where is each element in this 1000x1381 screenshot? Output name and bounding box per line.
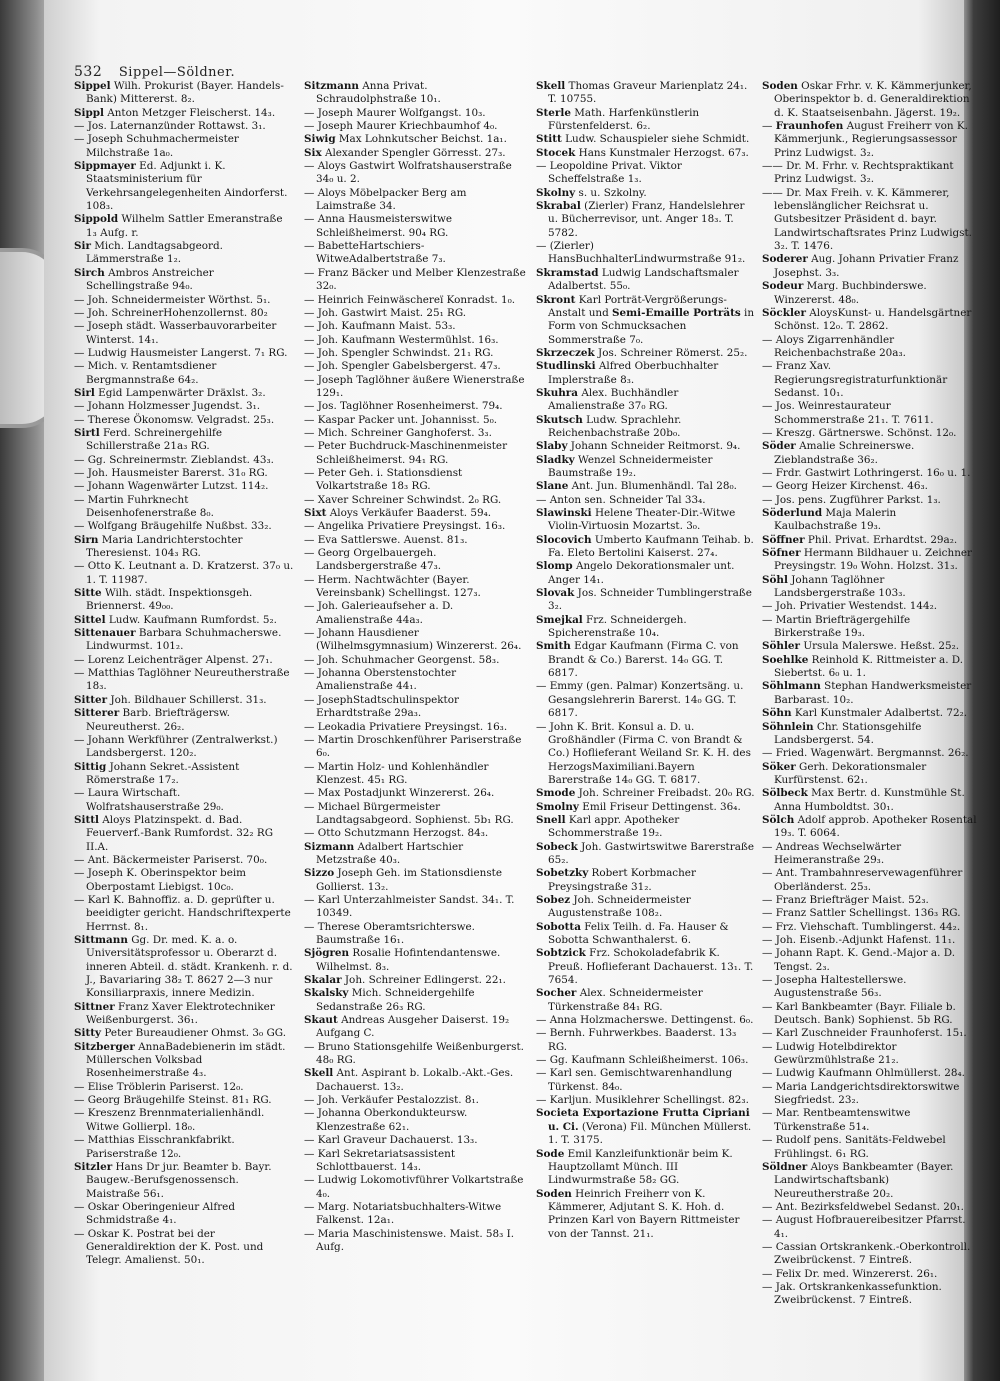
- directory-entry: Skutsch Ludw. Sprachlehr. Reichenbachstraße 20b₀.: [536, 413, 682, 439]
- directory-entry: — Bruno Stationsgehilfe Weißenburgerst. 48₀ RG.: [304, 1040, 524, 1067]
- directory-entry: Sizmann Adalbert Hartschier Metzstraße 40₃.: [304, 840, 464, 866]
- directory-entry: — Herm. Nachtwächter (Bayer. Vereinsbank) Schellingst. 127₃.: [304, 573, 481, 600]
- directory-entry: Sodeur Marg. Buchbinderswe. Winzererst. 48₀.: [762, 280, 927, 306]
- directory-entry: Sode Emil Kanzleifunktionär beim K. Hauptzollamt Münch. III Lindwurmstraße 58₂ GG.: [536, 1147, 733, 1187]
- directory-columns: [74, 80, 982, 1370]
- directory-entry: Sladky Wenzel Schneidermeister Baumstraße 19₂.: [536, 453, 713, 479]
- directory-entry: Soehlke Reinhold K. Rittmeister a. D. Siebertst. 6₀ u. 1.: [762, 653, 964, 680]
- directory-entry: Sobetzky Robert Korbmacher Preysingstraße 31₂.: [536, 867, 696, 893]
- directory-entry: — Martin Fuhrknecht Deisenhofenerstraße 8₀.: [74, 493, 214, 519]
- directory-entry: Sittig Johann Sekret.-Assistent Römerstraße 17₂.: [74, 760, 240, 786]
- directory-entry: — Franz Bäcker und Melber Klenzestraße 32₀.: [304, 266, 526, 293]
- directory-entry: — Heinrich Feinwäschereï Konradst. 1₀.: [304, 293, 516, 306]
- directory-entry: Sirl Egid Lampenwärter Dräxlst. 3₂.: [74, 386, 266, 399]
- directory-entry: — Ludwig Lokomotivführer Volkartstraße 4₀.: [304, 1174, 524, 1200]
- directory-entry: — Ant. Bezirksfeldwebel Sedanst. 20₁.: [762, 1200, 964, 1213]
- directory-entry: — Johann Hausdiener (Wilhelmsgymnasium) Winzererst. 26₄.: [304, 627, 522, 653]
- directory-entry: — Wolfgang Bräugehilfe Nußbst. 33₂.: [74, 520, 272, 533]
- directory-entry: — Joh. Spengler Schwindst. 21₁ RG.: [304, 346, 494, 359]
- directory-entry: Sippel Wilh. Prokurist (Bayer. Handels-Bank) Mittererst. 8₂.: [74, 80, 284, 106]
- directory-entry: — Rudolf pens. Sanitäts-Feldwebel Frühlingst. 6₁ RG.: [762, 1134, 946, 1160]
- directory-entry: — Ant. Bäckermeister Pariserst. 70₀.: [74, 853, 268, 866]
- directory-entry: — Joh. SchreinerHohenzollernst. 80₂: [74, 306, 268, 319]
- directory-entry: — Angelika Privatiere Preysingst. 16₃.: [304, 520, 506, 533]
- directory-entry: — Gg. Kaufmann Schleißheimerst. 106₃.: [536, 1054, 749, 1067]
- directory-entry: — Jos. pens. Zugführer Parkst. 1₃.: [762, 493, 941, 506]
- directory-entry: Sobeck Joh. Gastwirtswitwe Barerstraße 65₂.: [536, 840, 754, 866]
- directory-entry: Söderlund Maja Malerin Kaulbachstraße 19₃.: [762, 507, 897, 533]
- directory-entry: — Oskar Oberingenieur Alfred Schmidstraße 4₁.: [74, 1200, 235, 1227]
- directory-entry: Slocovich Umberto Kaufmann Teihab. b. Fa. Eleto Bertolini Kaiserst. 27₄.: [536, 533, 754, 560]
- directory-entry: — Kaspar Packer unt. Johannisst. 5₀.: [304, 413, 498, 426]
- directory-entry: — Eva Sattlerswe. Auenst. 81₃.: [304, 533, 468, 546]
- directory-entry: — Aloys Möbelpacker Berg am Laimstraße 34.: [304, 186, 467, 213]
- directory-entry: — Mich. Schreiner Ganghoferst. 3₃.: [304, 426, 492, 439]
- directory-entry: Sittner Franz Xaver Elektrotechniker Weißenburgerst. 36₁.: [74, 1000, 275, 1027]
- directory-entry: — (Zierler) HansBuchhalterLindwurmstraße 91₂.: [536, 240, 746, 266]
- directory-entry: Smith Edgar Kaufmann (Firma C. von Brandt & Co.) Barerst. 14₀ GG. T. 6817.: [536, 640, 739, 680]
- directory-entry: — Johann Rapt. K. Gend.-Major a. D. Tengst. 2₃.: [762, 947, 955, 973]
- directory-entry: Skalar Joh. Schreiner Edlingerst. 22₁.: [304, 974, 506, 987]
- directory-entry: Smejkal Frz. Schneidergeh. Spicherenstraße 10₄.: [536, 613, 687, 640]
- directory-entry: — Fried. Wagenwärt. Bergmannst. 26₂.: [762, 747, 969, 760]
- directory-entry: — Karl sen. Gemischtwarenhandlung Türkenst. 84₀.: [536, 1067, 733, 1093]
- directory-entry: Sittmann Gg. Dr. med. K. a. o. Universitätsprofessor u. Oberarzt d. inneren Abteil. d. städt. Krankenh. r. d. J., Bavariaring 38₂ T. 8627 2—3 nur Konsiliarpraxis, innere Medizin.: [74, 934, 293, 1000]
- directory-entry: Sippl Anton Metzger Fleischerst. 14₃.: [74, 106, 276, 119]
- directory-entry: — Ludwig Hausmeister Langerst. 7₁ RG.: [74, 346, 288, 359]
- directory-entry: — Franz Briefträger Maist. 52₃.: [762, 893, 929, 906]
- directory-entry: — Matthias Eisschrankfabrikt. Pariserstraße 12₀.: [74, 1134, 235, 1160]
- directory-entry: Sizzo Joseph Geh. im Stationsdienste Gollierst. 13₂.: [304, 867, 503, 893]
- directory-entry: Sitte Wilh. städt. Inspektionsgeh. Briennerst. 49₀₀.: [74, 587, 253, 613]
- directory-entry: Sitzberger AnnaBadebienerin im städt. Müllerschen Volksbad Rosenheimerstraße 4₃.: [74, 1040, 286, 1080]
- directory-entry: — Georg Bräugehilfe Steinst. 81₁ RG.: [74, 1094, 272, 1107]
- directory-entry: — Maria Maschinistenswe. Maist. 58₃ I. Aufg.: [304, 1227, 515, 1253]
- directory-entry: — Joseph Taglöhner äußere Wienerstraße 129₁.: [304, 373, 525, 399]
- directory-entry: Sobotta Felix Teilh. d. Fa. Hauser & Sobotta Schwanthalerst. 6.: [536, 920, 729, 946]
- directory-entry: Studlinski Alfred Oberbuchhalter Implerstraße 8₃.: [536, 360, 719, 386]
- directory-entry: — Emmy (gen. Palmar) Konzertsäng. u. Gesangslehrerin Barerst. 14₀ GG. T. 6817.: [536, 680, 744, 720]
- directory-entry: — Mich. v. Rentamtsdiener Bergmannstraße 64₂.: [74, 360, 217, 386]
- directory-entry: Skolny s. u. Szkolny.: [536, 186, 647, 199]
- directory-entry: — Ant. Trambahnreservewagenführer Oberländerst. 25₃.: [762, 867, 963, 893]
- directory-entry: Sitzmann Anna Privat. Schraudolphstraße 10₁.: [304, 80, 441, 106]
- directory-entry: —— Dr. Max Freih. v. K. Kämmerer, lebenslänglicher Reichsrat u. Gutsbesitzer Präsident d. bayr. Landwirtschaftsrates Prinz Ludwigst. 3₂. T. 1476.: [762, 186, 972, 253]
- directory-entry: Söffner Phil. Privat. Erhardtst. 29a₂.: [762, 533, 958, 546]
- directory-entry: — Anton sen. Schneider Tal 33₄.: [536, 493, 706, 506]
- directory-entry: Sirn Maria Landrichterstochter Theresienst. 104₃ RG.: [74, 533, 243, 560]
- directory-entry: Soderer Aug. Johann Privatier Franz Josephst. 3₃.: [762, 253, 959, 279]
- directory-entry: Sölch Adolf approb. Apotheker Rosental 19₃. T. 6064.: [762, 813, 977, 840]
- directory-entry: Sippmayer Ed. Adjunkt i. K. Staatsministerium für Verkehrsangelegenheiten Aindorferst. 108₃.: [74, 160, 288, 213]
- directory-entry: — Marg. Notariatsbuchhalters-Witwe Falkenst. 12a₁.: [304, 1200, 502, 1227]
- directory-entry: Slomp Angelo Dekorationsmaler unt. Anger 14₁.: [536, 560, 735, 586]
- directory-entry: Söder Amalie Schreinerswe. Zieblandstraße 36₂.: [762, 440, 915, 466]
- directory-entry: — JosephStadtschulinspektor Erhardtstraße 29a₃.: [304, 693, 459, 720]
- directory-entry: — Karl Bankbeamter (Bayr. Filiale b. Deutsch. Bank) Sophienst. 5b RG.: [762, 1000, 956, 1027]
- directory-entry: — Maria Landgerichtsdirektorswitwe Siegfriedst. 23₂.: [762, 1080, 960, 1107]
- directory-entry: Sirtl Ferd. Schreinergehilfe Schillerstraße 21a₃ RG.: [74, 426, 223, 453]
- directory-entry: — Otto Schutzmann Herzogst. 84₃.: [304, 827, 489, 840]
- directory-entry: —— Dr. M. Frhr. v. Rechtspraktikant Prinz Ludwigst. 3₂.: [762, 160, 954, 186]
- directory-entry: — Josepha Haltestellerswe. Augustenstraße 56₃.: [762, 974, 907, 1000]
- directory-entry: Sobtzick Frz. Schokoladefabrik K. Preuß. Hoflieferant Dachauerst. 13₁. T. 7654.: [536, 947, 754, 987]
- directory-entry: Sirch Ambros Anstreicher Schellingstraße 94₀.: [74, 266, 214, 293]
- directory-entry: — Johanna Oberstenstochter Amalienstraße 44₁.: [304, 667, 457, 693]
- directory-entry: Söker Gerh. Dekorationsmaler Kurfürstenst. 62₁.: [762, 760, 927, 786]
- directory-entry: — Karljun. Musiklehrer Schellingst. 82₃.: [536, 1094, 749, 1107]
- directory-entry: — Johann Wagenwärter Lutzst. 114₂.: [74, 480, 269, 493]
- directory-entry: — Franz Xav. Regierungsregistraturfunktionär Sedanst. 10₁.: [762, 360, 948, 399]
- directory-entry: Sir Mich. Landtagsabgeord. Lämmerstraße 1₂.: [74, 240, 223, 266]
- directory-entry: — Therese Ökonomsw. Velgradst. 25₃.: [74, 413, 275, 426]
- directory-entry: Soden Oskar Frhr. v. K. Kämmerjunker, Oberinspektor b. d. Generaldirektion d. K. Staatseisenbahn. Jägerst. 19₂.: [762, 80, 972, 119]
- directory-entry: — Martin Holz- und Kohlenhändler Klenzest. 45₁ RG.: [304, 760, 489, 786]
- directory-entry: Skell Thomas Graveur Marienplatz 24₁. T. 10755.: [536, 80, 748, 106]
- directory-entry: — Karl Sekretariatsassistent Schlottbauerst. 14₃.: [304, 1147, 455, 1173]
- directory-entry: — Michael Bürgermeister Landtagsabgeord. Sophienst. 5b₁ RG.: [304, 800, 514, 826]
- directory-entry: Söfner Hermann Bildhauer u. Zeichner Preysingstr. 19₀ Wohn. Holzst. 31₃.: [762, 547, 973, 573]
- directory-entry: Sobez Joh. Schneidermeister Augustenstraße 108₂.: [536, 893, 691, 920]
- directory-entry: — Frdr. Gastwirt Lothringerst. 16₀ u. 1.: [762, 466, 971, 479]
- directory-entry: — Fraunhofen August Freiherr von K. Kämmerjunk., Regierungsassessor Prinz Ludwigst. 3₂.: [762, 120, 968, 159]
- directory-entry: Sölbeck Max Bertr. d. Kunstmühle St. Anna Humboldtst. 30₁.: [762, 787, 965, 813]
- page-number: 532: [74, 64, 103, 80]
- directory-entry: — John K. Brit. Konsul a. D. u. Großhändler (Firma C. von Brandt & Co.) Hoflieferant Weiland Sr. K. H. des HerzogsMaximiliani.Bayern Barerstraße 14₀ GG. T. 6817.: [536, 720, 751, 786]
- directory-entry: — Georg Heizer Kirchenst. 46₃.: [762, 480, 928, 493]
- directory-entry: Slawinski Helene Theater-Dir.-Witwe Violin-Virtuosin Mozartst. 3₀.: [536, 507, 736, 533]
- directory-entry: — Elise Tröblerin Pariserst. 12₀.: [74, 1080, 244, 1093]
- directory-entry: — Xaver Schreiner Schwindst. 2₀ RG.: [304, 493, 502, 506]
- directory-entry: — Joh. Galerieaufseher a. D. Amalienstraße 44a₃.: [304, 600, 454, 626]
- directory-entry: — Jak. Ortskrankenkassefunktion. Zweibrückenst. 7 Eintreß.: [762, 1280, 942, 1307]
- directory-entry: Sixt Aloys Verkäufer Baaderst. 59₄.: [304, 507, 492, 519]
- directory-entry: Skuhra Alex. Buchhändler Amalienstraße 37₀ RG.: [536, 386, 679, 413]
- directory-entry: — Oskar K. Postrat bei der Generaldirektion der K. Post. und Telegr. Amalienst. 50₁.: [74, 1227, 264, 1267]
- directory-entry: — Mar. Rentbeamtenswitwe Türkenstraße 51₄.: [762, 1107, 911, 1133]
- directory-entry: — Joseph städt. Wasserbauvorarbeiter Winterst. 14₁.: [74, 320, 277, 346]
- directory-entry: — Joh. Kaufmann Maist. 53₃.: [304, 320, 456, 333]
- directory-entry: — Joh. Gastwirt Maist. 25₁ RG.: [304, 306, 467, 319]
- directory-entry: Skront Karl Porträt-Vergrößerungs-Anstalt und Semi-Emaille Porträts in Form von Schmucksachen Sommerstraße 7₀.: [536, 293, 755, 346]
- directory-entry: — Joh. Verkäufer Pestalozzist. 8₁.: [304, 1094, 479, 1107]
- directory-entry: Söhnlein Chr. Stationsgehilfe Landsbergerst. 54.: [762, 720, 922, 746]
- directory-entry: Stitt Ludw. Schauspieler siehe Schmidt.: [536, 133, 750, 146]
- directory-entry: Stocek Hans Kunstmaler Herzogst. 67₃.: [536, 146, 749, 159]
- directory-entry: Sterle Math. Harfenkünstlerin Fürstenfelderst. 6₂.: [536, 106, 700, 133]
- directory-entry: — Jos. Laternanzünder Rottawst. 3₁.: [74, 120, 266, 133]
- directory-entry: Slaby Johann Schneider Reitmorst. 9₄.: [536, 440, 741, 453]
- directory-entry: — Leopoldine Privat. Viktor Scheffelstraße 1₃.: [536, 160, 682, 186]
- directory-entry: Sitty Peter Bureaudiener Ohmst. 3₀ GG.: [74, 1027, 287, 1040]
- directory-entry: Söldner Aloys Bankbeamter (Bayer. Landwirtschaftsbank) Neureutherstraße 20₂.: [762, 1160, 954, 1200]
- directory-entry: Söhl Johann Taglöhner Landsbergerstraße 103₃.: [762, 573, 906, 600]
- directory-entry: Smolny Emil Friseur Dettingenst. 36₄.: [536, 800, 741, 813]
- directory-entry: — Karl Unterzahlmeister Sandst. 34₁. T. 10349.: [304, 893, 515, 920]
- directory-entry: — Peter Geh. i. Stationsdienst Volkartstraße 18₃ RG.: [304, 466, 463, 493]
- directory-entry: — Lorenz Leichenträger Alpenst. 27₁.: [74, 653, 273, 666]
- directory-entry: — Karl Zuschneider Fraunhoferst. 15₁.: [762, 1027, 967, 1040]
- directory-entry: — Jos. Taglöhner Rosenheimerst. 79₄.: [304, 400, 503, 413]
- directory-entry: Söckler AloysKunst- u. Handelsgärtner Schönst. 12₀. T. 2862.: [762, 306, 972, 333]
- directory-entry: — Bernh. Fuhrwerkbes. Baaderst. 13₃ RG.: [536, 1027, 737, 1053]
- directory-entry: — Gg. Schreinermstr. Zieblandst. 43₃.: [74, 453, 274, 466]
- directory-entry: Slane Ant. Jun. Blumenhändl. Tal 28₀.: [536, 480, 737, 493]
- directory-entry: — Aloys Zigarrenhändler Reichenbachstraße 20a₃.: [762, 333, 906, 359]
- directory-entry: — Karl Graveur Dachauerst. 13₃.: [304, 1134, 478, 1147]
- directory-entry: Smode Joh. Schreiner Freibadst. 20₀ RG.: [536, 787, 755, 800]
- directory-entry: Skaut Andreas Ausgeher Daiserst. 19₂ Aufgang C.: [304, 1014, 510, 1040]
- directory-entry: Sjögren Rosalie Hofintendantenswe. Wilhelmst. 8₃.: [304, 947, 501, 973]
- directory-entry: — Joh. Privatier Westendst. 144₂.: [762, 600, 938, 613]
- directory-entry: Sitter Joh. Bildhauer Schillerst. 31₃.: [74, 693, 267, 706]
- column-4: [762, 80, 980, 1370]
- directory-entry: Socher Alex. Schneidermeister Türkenstraße 84₁ RG.: [536, 987, 703, 1013]
- running-title: Sippel—Söldner.: [118, 65, 236, 80]
- directory-entry: — Joh. Kaufmann Westermühlst. 16₃.: [304, 333, 499, 346]
- column-3: [536, 80, 756, 1370]
- directory-entry: Sitzler Hans Dr jur. Beamter b. Bayr. Baugew.-Berufsgenossensch. Maistraße 56₁.: [74, 1160, 272, 1200]
- directory-entry: — Johann Holzmesser Jugendst. 3₁.: [74, 400, 261, 413]
- directory-entry: — Anna Hausmeisterswitwe Schleißheimerst. 90₄ RG.: [304, 213, 453, 239]
- directory-entry: — Anna Holzmacherswe. Dettingenst. 6₀.: [536, 1014, 754, 1027]
- directory-entry: Skell Ant. Aspirant b. Lokalb.-Akt.-Ges. Dachauerst. 13₂.: [304, 1067, 514, 1093]
- directory-entry: — Cassian Ortskrankenk.-Oberkontroll. Zweibrückenst. 7 Eintreß.: [762, 1240, 971, 1267]
- directory-entry: — Joseph Maurer Kriechbaumhof 4₀.: [304, 120, 498, 133]
- directory-entry: — Ludwig Kaufmann Ohlmüllerst. 28₄.: [762, 1067, 965, 1080]
- directory-entry: Sittel Ludw. Kaufmann Rumfordst. 5₂.: [74, 613, 277, 626]
- directory-entry: — Kreszg. Gärtnerswe. Schönst. 12₀.: [762, 426, 957, 439]
- directory-entry: — Therese Oberamtsrichterswe. Baumstraße 16₁.: [304, 920, 475, 946]
- directory-entry: Sittenauer Barbara Schuhmacherswe. Lindwurmst. 101₂.: [74, 627, 282, 653]
- directory-entry: — Joh. Hausmeister Barerst. 31₀ RG.: [74, 466, 268, 479]
- directory-entry: Skrabal (Zierler) Franz, Handelslehrer u. Bücherrevisor, unt. Anger 18₃. T. 5782.: [536, 200, 745, 239]
- directory-entry: — Joh. Schuhmacher Georgenst. 58₃.: [304, 653, 500, 666]
- directory-entry: Snell Karl appr. Apotheker Schommerstraße 19₂.: [536, 813, 680, 840]
- directory-entry: — Joseph K. Oberinspektor beim Oberpostamt Liebigst. 10c₀.: [74, 867, 247, 893]
- directory-entry: — Johann Werkführer (Zentralwerkst.) Landsbergerst. 120₂.: [74, 733, 278, 760]
- directory-entry: — Joh. Schneidermeister Wörthst. 5₁.: [74, 293, 271, 306]
- directory-entry: — Georg Orgelbauergeh. Landsbergerstraße 47₃.: [304, 547, 442, 573]
- directory-entry: — Aloys Gastwirt Wolfratshauserstraße 34₀ u. 2.: [304, 160, 512, 186]
- directory-entry: Sittl Aloys Platzinspekt. d. Bad. Feuerverf.-Bank Rumfordst. 32₂ RG II.A.: [74, 813, 274, 853]
- directory-entry: Skrzeczek Jos. Schreiner Römerst. 25₂.: [536, 346, 748, 359]
- directory-entry: — Johanna Oberkondukteursw. Klenzestraße 62₁.: [304, 1107, 468, 1133]
- directory-entry: — Frz. Viehschaft. Tumblingerst. 44₂.: [762, 920, 961, 933]
- directory-entry: Six Alexander Spengler Görresst. 27₃.: [304, 146, 506, 159]
- directory-entry: Slovak Jos. Schneider Tumblingerstraße 3₂.: [536, 587, 752, 613]
- directory-entry: Sitterer Barb. Briefträgersw. Neureutherst. 26₂.: [74, 707, 230, 733]
- directory-entry: — Matthias Taglöhner Neureutherstraße 18₃.: [74, 667, 290, 693]
- directory-entry: Soden Heinrich Freiherr von K. Kämmerer, Adjutant S. K. Hoh. d. Prinzen Karl von Bayern Rittmeister von der Tannst. 21₁.: [536, 1187, 740, 1240]
- directory-entry: Söhler Ursula Malerswe. Heßst. 25₂.: [762, 640, 960, 653]
- directory-entry: — Franz Sattler Schellingst. 136₃ RG.: [762, 907, 961, 920]
- directory-entry: — Kreszenz Brennmaterialienhändl. Witwe Gollierpl. 18₀.: [74, 1107, 265, 1133]
- directory-entry: — Joh. Eisenb.-Adjunkt Hafenst. 11₁.: [762, 934, 956, 946]
- directory-entry: — Max Postadjunkt Winzererst. 26₄.: [304, 787, 495, 800]
- directory-entry: — Karl K. Bahnoffiz. a. D. geprüfter u. beeidigter gericht. Handschriftexperte Herrnst. 8₁.: [74, 893, 291, 933]
- directory-entry: Skalsky Mich. Schneidergehilfe Sedanstraße 26₃ RG.: [304, 987, 475, 1013]
- directory-entry: — Peter Buchdruck-Maschinenmeister Schleißheimerst. 94₁ RG.: [304, 440, 508, 466]
- column-2: [304, 80, 526, 1370]
- directory-entry: Söhlmann Stephan Handwerksmeister Barbarast. 10₂.: [762, 680, 972, 706]
- directory-entry: — Leokadia Privatiere Preysingst. 16₃.: [304, 720, 508, 733]
- directory-entry: — Joh. Spengler Gabelsbergerst. 47₃.: [304, 360, 501, 373]
- directory-entry: — Martin Briefträgergehilfe Birkerstraße 19₃.: [762, 613, 911, 640]
- directory-entry: — BabetteHartschiers-WitweAdalbertstraße 7₃.: [304, 240, 446, 266]
- directory-entry: — Andreas Wechselwärter Heimeranstraße 29₃.: [762, 840, 902, 866]
- directory-entry: — August Hofbrauereibesitzer Pfarrst. 4₁.: [762, 1214, 966, 1240]
- directory-entry: — Otto K. Leutnant a. D. Kratzerst. 37₀ u. 1. T. 11987.: [74, 560, 294, 586]
- directory-entry: — Felix Dr. med. Winzererst. 26₁.: [762, 1267, 938, 1280]
- directory-entry: — Martin Droschkenführer Pariserstraße 6₀.: [304, 733, 522, 760]
- column-1: [74, 80, 294, 1370]
- directory-entry: Sippold Wilhelm Sattler Emeranstraße 1₃ Aufg. r.: [74, 213, 283, 239]
- directory-entry: — Joseph Maurer Wolfgangst. 10₃.: [304, 106, 486, 119]
- directory-entry: Söhn Karl Kunstmaler Adalbertst. 72₂.: [762, 707, 968, 720]
- directory-entry: Siwig Max Lohnkutscher Beichst. 1a₁.: [304, 133, 507, 146]
- directory-entry: Societa Exportazione Frutta Cipriani u. Ci. (Verona) Fil. München Müllerst. 1. T. 3175.: [536, 1107, 752, 1147]
- directory-entry: Skramstad Ludwig Landschaftsmaler Adalbertst. 55₀.: [536, 266, 739, 293]
- directory-entry: — Ludwig Hotelbdirektor Gewürzmühlstraße 21₂.: [762, 1040, 899, 1067]
- directory-entry: — Laura Wirtschaft. Wolfratshauserstraße 29₀.: [74, 787, 224, 813]
- directory-entry: — Joseph Schuhmachermeister Milchstraße 1a₀.: [74, 133, 239, 159]
- directory-entry: — Jos. Weinrestaurateur Schommerstraße 21₁. T. 7611.: [762, 400, 934, 426]
